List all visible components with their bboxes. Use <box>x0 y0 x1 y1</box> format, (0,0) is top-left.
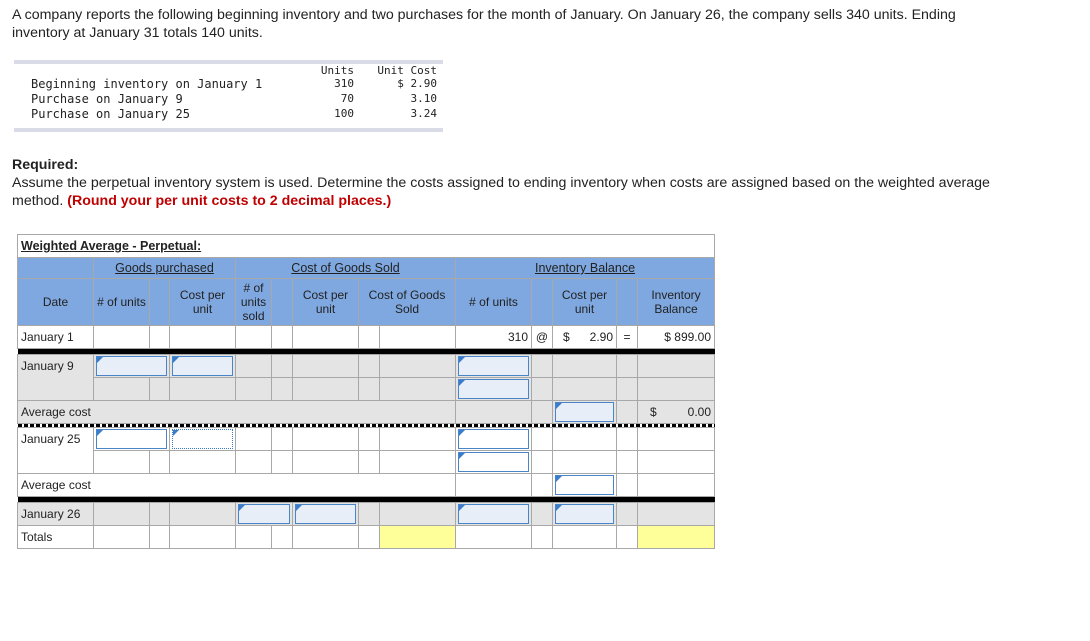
required-text: Assume the perpetual inventory system is used. Determine the costs assigned to ending inventory when costs are assigned based on the weighted average method. (Round your per unit costs to 2 decimal places.) <box>12 175 990 209</box>
row-january-25 <box>18 428 715 451</box>
balance-total-col: Inventory Balance <box>638 279 715 326</box>
row-label: January 9 <box>18 355 94 401</box>
given-data-table <box>14 60 443 132</box>
balance-units-col: # of units <box>456 279 532 326</box>
given-row-cost: 3.10 <box>410 92 437 105</box>
cogs-col: Cost of Goods Sold <box>359 279 456 326</box>
total-cogs-cell <box>380 526 456 549</box>
given-row <box>14 77 443 92</box>
jan1-total: $ 899.00 <box>638 326 715 349</box>
total-inventory-cell <box>638 526 715 549</box>
goods-purchased-header: Goods purchased <box>94 258 236 279</box>
jan26-cost-input[interactable] <box>295 504 356 524</box>
jan9-units-input[interactable] <box>96 356 167 376</box>
jan26-units-sold-input[interactable] <box>238 504 290 524</box>
row-january-9 <box>18 355 715 378</box>
avg2-cost-input[interactable] <box>555 475 614 495</box>
at-symbol: @ <box>532 326 553 349</box>
rounding-note: (Round your per unit costs to 2 decimal places.) <box>67 193 392 209</box>
jan25-cost-input[interactable] <box>172 429 233 449</box>
jan1-units: 310 <box>456 326 532 349</box>
given-row-units: 310 <box>334 77 354 90</box>
row-average-cost-1 <box>18 401 715 424</box>
jan25-balance-units-input-1[interactable] <box>458 429 529 449</box>
row-label: January 26 <box>18 503 94 526</box>
row-average-cost-2 <box>18 474 715 497</box>
given-row-label: Purchase on January 9 <box>31 92 183 106</box>
problem-intro: A company reports the following beginning inventory and two purchases for the month of January. On January 26, the company sells 340 units. Ending inventory at January 31 totals 140 units. <box>12 7 956 41</box>
jan9-balance-units-input-1[interactable] <box>458 356 529 376</box>
row-january-1 <box>18 326 715 349</box>
given-row <box>14 107 443 122</box>
inventory-balance-header: Inventory Balance <box>456 258 715 279</box>
unit-cost-header: Unit Cost <box>377 64 437 77</box>
row-label: January 1 <box>18 326 94 349</box>
given-row-label: Purchase on January 25 <box>31 107 190 121</box>
weighted-average-worksheet <box>17 234 715 549</box>
jan26-balance-cost-input[interactable] <box>555 504 614 524</box>
row-january-26 <box>18 503 715 526</box>
sold-cost-col: Cost per unit <box>293 279 359 326</box>
jan25-units-input[interactable] <box>96 429 167 449</box>
table-bottom-bar <box>14 128 443 132</box>
required-title: Required: <box>12 157 79 173</box>
jan26-balance-units-input[interactable] <box>458 504 529 524</box>
jan1-cost-cell: $ 2.90 <box>553 326 617 349</box>
avg1-total: $ 0.00 <box>638 401 715 424</box>
date-col-header: Date <box>18 279 94 326</box>
row-label: Average cost <box>18 401 456 424</box>
units-header: Units <box>320 64 354 77</box>
cogs-header: Cost of Goods Sold <box>236 258 456 279</box>
given-row-units: 100 <box>334 107 354 120</box>
given-row-cost: 3.24 <box>410 107 437 120</box>
worksheet-caption: Weighted Average - Perpetual: <box>18 235 715 258</box>
given-row-units: 70 <box>340 92 354 105</box>
purchased-cost-col: Cost per unit <box>170 279 236 326</box>
row-totals <box>18 526 715 549</box>
sold-units-col: # of units sold <box>236 279 272 326</box>
given-row-label: Beginning inventory on January 1 <box>31 77 263 91</box>
avg1-cost-input[interactable] <box>555 402 614 422</box>
purchased-units-col: # of units <box>94 279 150 326</box>
row-label: January 25 <box>18 428 94 474</box>
equals-symbol: = <box>617 326 638 349</box>
required-section <box>12 156 1012 210</box>
row-label: Totals <box>18 526 94 549</box>
jan9-cost-input[interactable] <box>172 356 233 376</box>
given-row-cost: $ 2.90 <box>397 77 437 90</box>
given-row <box>14 92 443 107</box>
row-label: Average cost <box>18 474 456 497</box>
balance-cost-col: Cost per unit <box>553 279 617 326</box>
jan9-balance-units-input-2[interactable] <box>458 379 529 399</box>
jan25-balance-units-input-2[interactable] <box>458 452 529 472</box>
